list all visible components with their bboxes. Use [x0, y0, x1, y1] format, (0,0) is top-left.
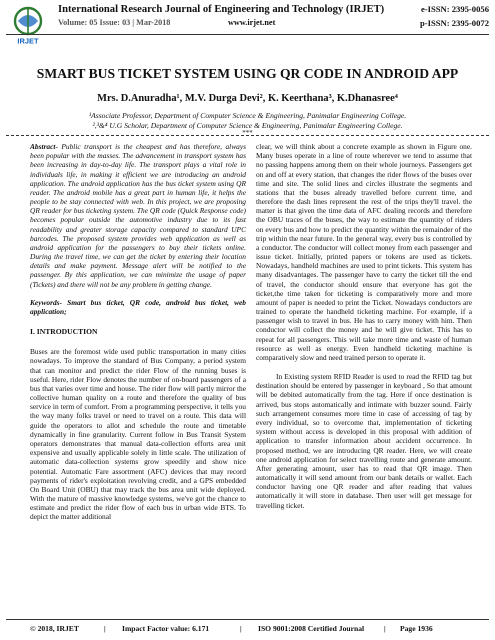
journal-website: www.irjet.net: [228, 18, 276, 27]
affiliation-2: ²,³&⁴ U.G Scholar, Department of Computer Science & Engineering, Panimalar Engineering College.: [92, 121, 403, 130]
journal-name: International Research Journal of Engineering and Technology (IRJET): [58, 4, 385, 15]
footer-separator-1: |: [104, 624, 106, 633]
volume-issue: Volume: 05 Issue: 03 | Mar-2018: [58, 18, 171, 27]
affiliation-1: ¹Associate Professor, Department of Computer Science & Engineering, Panimalar Engineering College.: [88, 111, 407, 120]
e-issn: e-ISSN: 2395-0056: [420, 4, 489, 14]
footer-iso: ISO 9001:2008 Certified Journal: [258, 624, 365, 633]
footer-separator-2: |: [240, 624, 242, 633]
left-column: [30, 142, 246, 522]
keywords: Keywords- Smart bus ticket, QR code, android bus ticket, web application;: [30, 297, 246, 316]
footer-impact-factor: Impact Factor value: 6.171: [122, 624, 210, 633]
footer-separator-3: |: [384, 624, 386, 633]
paper-authors: Mrs. D.Anuradha¹, M.V. Durga Devi², K. Keerthana³, K.Dhanasree⁴: [97, 93, 398, 104]
right-paragraph-1: clear, we will think about a concrete example as shown in Figure one. Many buses operate in a line of route wherever we tend to assume that no passing happens among them on their whole journeys. Passengers get on and off at every station, that changes the rider flows of the buses over time and site. The solid lines and circles illustrate the segments and stations that the buses already travelled before current time, and therefore the dash lines represent the rest of the trips they'll travel. the matter is that given the time data of AFC dealing records and therefore the OBU traces of the buses, the way to estimate the quantity of riders on every bus and how to predict the quantity within the remainder of the trip within the near future. In the general way, every bus is controlled by a conductor. The conductor will collect money from each passenger and issue ticket. Initially, printed papers or tokens are used as tickets. Nowadays, handheld machines are used to print tickets. This system has many disadvantages. The passenger have to carry the ticket till the end of travel, the conductor should ensure that everyone has got the ticket,the time taken for ticketing is comparatively more and more amount of paper is needed to print the Ticket. Nowadays conductors are trained to operate the handheld ticketing machine. For example, if a passenger wish to travel in bus. He has to carry money with him. Then conductor will collect the money and he will give ticket. This has to repeat for all passengers. This will take more time and waste of human resource as well as energy. Even handheld ticketing machine is comparatively slow and need trained person to operate it.: [256, 142, 472, 362]
abstract-label: Abstract: [30, 142, 56, 151]
p-issn: p-ISSN: 2395-0072: [420, 18, 489, 28]
irjet-logo: [6, 5, 50, 45]
right-column: [256, 142, 472, 510]
paper-title: SMART BUS TICKET SYSTEM USING QR CODE IN ANDROID APP: [36, 66, 459, 81]
footer-rule: [6, 619, 489, 620]
journal-header: [0, 0, 495, 50]
logo-text: IRJET: [17, 36, 39, 45]
abstract: [30, 142, 246, 289]
right-paragraph-2: In Existing system RFID Reader is used to read the RFID tag but destination should be entered by passenger in keyboard , So that amount will be debited automatically from the tag. Here if once destination is arrived, bus stops automatically and intimate with buzzer sound. Fairly such arrangement consumes more time in case of accessing of tag by every individual, so to overcome that, implementation of ticketing system without access is developed in this proposal with addition of application to transfer information about accident occurrence. In proposed method, we are introducing QR reader. Here, we will create one android application for select travelling route and generate amount. After generating amount, user has to read that QR image. Then automatically it will send amount from our bank details or wallet. Each conductor having one QR reader and after reading that values automatically it will store in database. Then user will get message for travelling ticket.: [256, 372, 472, 510]
footer-page-number: Page 1936: [400, 624, 433, 633]
introduction-paragraph: Buses are the foremost wide used public transportation in many cities nowadays. To improve the standard of Bus Company, a period system that can monitor and predict the rider Flow of the running buses is useful. Here, rider Flow denotes the number of on-board passengers of a bus that varies over time and house. The rider flow will partly mirror the collective human quality on a route and therefore the quality of bus service in term of comfort. From a programming perspective, it tells you the way many folks travel or need to travel on a route. This data will guide the operators to allot and schedule the route and timetable dynamically in fine granularity. Current follow in Bus Transit System operators demonstrates that manual data-collection efforts area unit expensive and usually applicable solely in little scale. The utilization of automatic data-collection systems grow speedily and show nice potential. Automatic Fare assortment (AFC) devices that may record payments of rider's exploitation revolving credit, and a GPS embedded On Board Unit (OBU) that may track the bus area unit wide deployed. With the mature of massive knowledge systems, we've got the chance to estimate and predict the rider flow of each bus in urban wide BTS. To depict the matter additional: [30, 347, 246, 522]
header-rule: [6, 34, 489, 35]
abstract-text: - Public transport is the cheapest and has therefore, always been popular with the masses. The advancement in transport system has been increasing in day-to-day life. The transport plays a vital role in individuals life, in making it efficient we are introducing an android application. The android application has the bus ticket system using QR reader. The android mobile has a great part in human life, it helps the people to be stay connected with web. In this project, we are proposing QR reader for bus ticketing system. The QR code (Quick Response code) becomes popular outside the automotive industry due to its fast readability and greater storage capacity compared to standard UPC barcodes. The proposed system provides web application as well as android application for the passengers to buy their tickets online. During the travel time, we can get the ticket by entering their location details and make payment. Message alert will be notified to the passenger. By this application, we can minimize the usage of paper (Tickets) and there will not be any problem in getting change.: [30, 142, 246, 289]
separator-stars: ***: [242, 129, 253, 137]
footer-copyright: © 2018, IRJET: [30, 624, 79, 633]
section-heading-introduction: I. INTRODUCTION: [30, 327, 98, 337]
separator-line: [6, 131, 489, 139]
